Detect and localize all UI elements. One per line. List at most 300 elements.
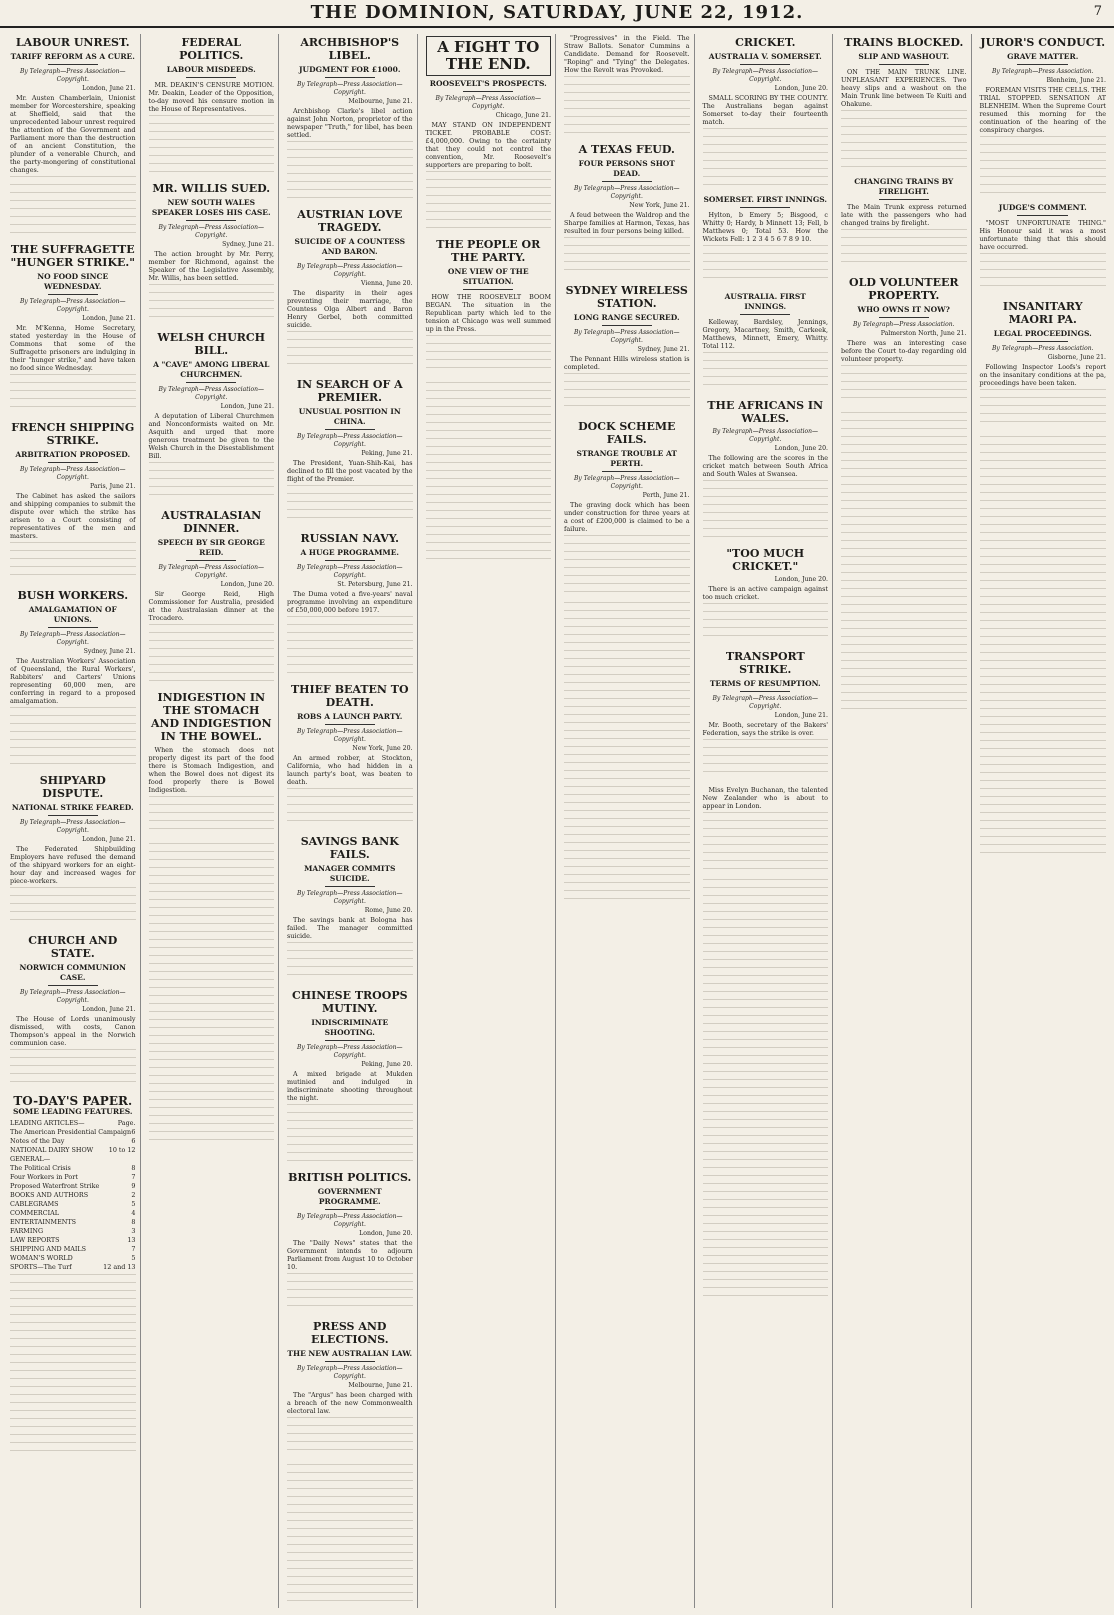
article-body: Miss Evelyn Buchanan, the talented New Zealander who is about to appear in London.: [702, 786, 828, 810]
article-body: The disparity in their ages preventing their marriage, the Countess Olga Albert and Baron Henry Gerbel, both committed suicide.: [287, 289, 413, 329]
article-dateline: Blenheim, June 21.: [1046, 77, 1106, 84]
article-subheading: UNUSUAL POSITION IN CHINA.: [298, 407, 401, 426]
article-dateline: London, June 21.: [82, 85, 136, 92]
article-subheading: LABOUR MISDEEDS.: [166, 65, 256, 74]
article: [10, 421, 136, 582]
column-7: [837, 34, 972, 1608]
contents-item: [10, 1128, 136, 1137]
article-credit: By Telegraph—Press Association.: [853, 321, 955, 328]
article-subheading: TERMS OF RESUMPTION.: [709, 679, 821, 688]
article-dateline: London, June 21.: [82, 836, 136, 843]
contents-item-label: ENTERTAINMENTS: [10, 1218, 76, 1226]
contents-item-page: 13: [127, 1236, 136, 1244]
divider-rule: [325, 77, 375, 78]
article-credit: By Telegraph—Press Association—Copyright.: [158, 386, 265, 401]
article-credit: By Telegraph—Press Association.: [992, 68, 1094, 75]
article-dateline: Melbourne, June 21.: [348, 1382, 413, 1389]
contents-item-page: 12 and 13: [103, 1263, 136, 1271]
text-column-filler: [287, 1104, 413, 1164]
article: [841, 177, 967, 269]
article-body: The Main Trunk express returned late with the passengers who had changed trains by firelight.: [841, 203, 967, 227]
article-headline: SYDNEY WIRELESS STATION.: [565, 284, 688, 310]
page-number: 7: [1093, 4, 1102, 19]
article-credit: By Telegraph—Press Association—Copyright.: [19, 989, 126, 1004]
article-dateline: St. Petersburg, June 21.: [337, 581, 413, 588]
article-headline: CHURCH AND STATE.: [28, 934, 118, 960]
article: [426, 238, 552, 375]
text-column-filler: [841, 110, 967, 170]
article-headline: THIEF BEATEN TO DEATH.: [290, 683, 409, 709]
contents-item: [10, 1254, 136, 1263]
article: [287, 683, 413, 828]
article: [703, 650, 829, 779]
divider-rule: [1017, 215, 1068, 216]
article-body: When the stomach does not properly digest its part of the food there is Stomach Indigestion, and when the Bowel does not digest its food properly there is Bowel Indigestion.: [148, 746, 274, 794]
article: [287, 532, 413, 676]
article-dateline: London, June 20.: [220, 581, 274, 588]
contents-item-label: WOMAN'S WORLD: [10, 1254, 73, 1262]
article-body: An armed robber, at Stockton, California, who had hidden in a launch party's boat, was beaten to death.: [287, 754, 413, 786]
article-credit: By Telegraph—Press Association—Copyright.: [296, 1213, 403, 1228]
article-dateline: London, June 21.: [82, 315, 136, 322]
contents-item: [10, 1146, 136, 1155]
article-dateline: London, June 21.: [82, 1006, 136, 1013]
text-column-filler: [287, 1464, 413, 1608]
contents-item-page: 2: [131, 1191, 136, 1199]
divider-rule: [325, 429, 375, 430]
text-column-filler: [10, 176, 136, 236]
article-subheading: AMALGAMATION OF UNIONS.: [28, 605, 117, 624]
contents-item: [10, 1164, 136, 1173]
text-column-filler: [841, 412, 967, 712]
article-subheading: ARBITRATION PROPOSED.: [15, 450, 131, 459]
text-column-filler: [703, 480, 829, 540]
article-headline: FEDERAL POLITICS.: [179, 36, 244, 62]
feature-subheading: SOME LEADING FEATURES.: [12, 1107, 133, 1116]
article: [287, 1320, 413, 1457]
article-subheading: AUSTRALIA V. SOMERSET.: [708, 52, 822, 61]
article-body: FOREMAN VISITS THE CELLS. THE TRIAL STOPPED. SENSATION AT BLENHEIM. When the Supreme Court resumed this morning for the continuation of the hearing of the conspiracy charges.: [979, 86, 1106, 134]
article-body: The action brought by Mr. Perry, member for Richmond, against the Speaker of the Legislative Assembly, Mr. Willis, has been settled.: [148, 250, 274, 282]
contents-item-page: 8: [131, 1164, 136, 1172]
article-headline: AUSTRIAN LOVE TRAGEDY.: [297, 208, 403, 234]
article-body: Mr. Austen Chamberlain, Unionist member for Worcestershire, speaking at Sheffield, said that the unprecedented labour unrest required the attention of the Government and Parliament more than the destruction of an ancient Constitution, the plunder of a venerable Church, and the party-mongering of constitutional changes.: [10, 94, 136, 174]
text-column-filler: [287, 1417, 413, 1457]
feature-title: TO-DAY'S PAPER.: [13, 1094, 133, 1108]
article-credit: By Telegraph—Press Association—Copyright.: [296, 433, 403, 448]
divider-rule: [48, 815, 98, 816]
article: [980, 300, 1107, 429]
divider-rule: [879, 199, 929, 200]
article-credit: By Telegraph—Press Association—Copyright.: [19, 819, 126, 834]
article-credit: By Telegraph—Press Association—Copyright.: [296, 263, 403, 278]
divider-rule: [740, 207, 790, 208]
divider-rule: [602, 325, 652, 326]
text-column-filler: [287, 141, 413, 201]
article: [149, 36, 275, 175]
article: [426, 36, 552, 231]
text-column-filler: [703, 603, 829, 643]
contents-item: [10, 1137, 136, 1146]
article-credit: By Telegraph—Press Association—Copyright.: [296, 890, 403, 905]
article: [287, 835, 413, 982]
article: [10, 36, 136, 236]
article: [10, 243, 136, 414]
article-body: The "Argus" has been charged with a breach of the new Commonwealth electoral law.: [287, 1391, 413, 1415]
article-dateline: Perth, June 21.: [642, 492, 690, 499]
article-dateline: Palmerston North, June 21.: [880, 330, 967, 337]
article-dateline: Paris, June 21.: [89, 483, 136, 490]
article-headline: MR. WILLIS SUED.: [152, 182, 271, 195]
divider-rule: [48, 627, 98, 628]
contents-item-page: 8: [131, 1218, 136, 1226]
article-subheading: SUICIDE OF A COUNTESS AND BARON.: [294, 237, 406, 256]
text-column-filler: [703, 739, 829, 779]
article-subheading: JUDGE'S COMMENT.: [998, 203, 1087, 212]
article-dateline: Vienna, June 20.: [360, 280, 413, 287]
article-headline: SHIPYARD DISPUTE.: [39, 774, 106, 800]
article-body: The Cabinet has asked the sailors and shipping companies to submit the dispute over which the strike has arisen to a Court consisting of representatives of the men and masters.: [10, 492, 136, 540]
column-8: [976, 34, 1111, 1608]
contents-item-page: Page.: [117, 1119, 136, 1127]
text-column-filler: [10, 542, 136, 582]
article-credit: By Telegraph—Press Association—Copyright.: [296, 81, 403, 96]
article-body: HOW THE ROOSEVELT BOOM BEGAN. The situation in the Republican party which led to the tension at Chicago was well summed up in the Press.: [425, 293, 551, 333]
article-body: Kelleway, Bardsley, Jennings, Gregory, Macartney, Smith, Carkeek, Matthews, Minnett, Emery, Whitty. Total 112.: [702, 318, 828, 350]
article-subheading: A HUGE PROGRAMME.: [300, 548, 400, 557]
text-column-filler: [149, 624, 275, 684]
text-column-filler: [10, 1049, 136, 1089]
article-credit: By Telegraph—Press Association—Copyright.: [158, 224, 265, 239]
article-credit: By Telegraph—Press Association—Copyright.: [19, 298, 126, 313]
article-subheading: SLIP AND WASHOUT.: [858, 52, 950, 61]
column-6: [699, 34, 834, 1608]
article-headline: DOCK SCHEME FAILS.: [578, 420, 676, 446]
article: [703, 195, 829, 285]
article: [703, 786, 829, 872]
article-subheading: AUSTRALIA. FIRST INNINGS.: [724, 292, 806, 311]
text-column-filler: [287, 485, 413, 525]
article-subheading: GRAVE MATTER.: [1007, 52, 1079, 61]
contents-item-label: Four Workers in Port: [10, 1173, 78, 1181]
article: [10, 589, 136, 767]
contents-item-page: 4: [131, 1209, 136, 1217]
article-subheading: SPEECH BY SIR GEORGE REID.: [157, 538, 265, 557]
article-credit: By Telegraph—Press Association—Copyright.: [573, 329, 680, 344]
article-subheading: WHO OWNS IT NOW?: [857, 305, 950, 314]
article-headline: JUROR'S CONDUCT.: [980, 36, 1106, 49]
contents-item-page: 7: [131, 1245, 136, 1253]
text-column-filler: [10, 374, 136, 414]
divider-rule: [1017, 341, 1068, 342]
article-body: ON THE MAIN TRUNK LINE. UNPLEASANT EXPERIENCES. Two heavy slips and a washout on the Main Trunk line between Te Kuiti and Ohakune.: [841, 68, 967, 108]
text-column-filler: [841, 365, 967, 405]
article-credit: By Telegraph—Press Association—Copyright.: [712, 428, 819, 443]
article-headline: ARCHBISHOP'S LIBEL.: [300, 36, 400, 62]
article-body: The President, Yuan-Shih-Kai, has declined to fill the post vacated by the flight of the Premier.: [287, 459, 413, 483]
article-headline: RUSSIAN NAVY.: [300, 532, 400, 545]
article: [564, 284, 690, 413]
text-column-filler: [980, 436, 1107, 856]
article-dateline: London, June 20.: [774, 85, 828, 92]
divider-rule: [48, 985, 98, 986]
text-column-filler: [149, 796, 275, 836]
article-subheading: NORWICH COMMUNION CASE.: [19, 963, 126, 982]
article-headline: A FIGHT TO THE END.: [426, 36, 552, 76]
article: [703, 547, 829, 643]
article-body: A mixed brigade at Mukden mutinied and indulged in indiscriminate shooting throughout the night.: [287, 1070, 413, 1102]
divider-rule: [186, 560, 236, 561]
article-subheading: A "CAVE" AMONG LIBERAL CHURCHMEN.: [153, 360, 270, 379]
column-3: [283, 34, 418, 1608]
article-body: The House of Lords unanimously dismissed, with costs, Canon Thompson's appeal in the Norwich communion case.: [10, 1015, 136, 1047]
contents-item-label: The Political Crisis: [10, 1164, 71, 1172]
divider-rule: [186, 220, 236, 221]
text-column-filler: [564, 237, 690, 277]
text-column-filler: [841, 229, 967, 269]
article-subheading: NATIONAL STRIKE FEARED.: [11, 803, 134, 812]
divider-rule: [879, 317, 929, 318]
contents-item-page: 9: [131, 1182, 136, 1190]
article-subheading: NO FOOD SINCE WEDNESDAY.: [37, 272, 109, 291]
contents-item-label: LAW REPORTS: [10, 1236, 60, 1244]
article-dateline: Sydney, June 21.: [222, 241, 274, 248]
text-column-filler: [149, 284, 275, 324]
divider-rule: [325, 1040, 375, 1041]
divider-rule: [48, 462, 98, 463]
text-column-filler: [287, 942, 413, 982]
article: [149, 182, 275, 324]
article: [10, 934, 136, 1089]
contents-item-label: GENERAL—: [10, 1155, 51, 1163]
divider-rule: [325, 1361, 375, 1362]
article-credit: By Telegraph—Press Association—Copyright.: [19, 631, 126, 646]
article: [564, 420, 690, 595]
article-credit: By Telegraph—Press Association—Copyright.: [158, 564, 265, 579]
article-credit: By Telegraph—Press Association—Copyright.: [296, 1365, 403, 1380]
newspaper-title: THE DOMINION, SATURDAY, JUNE 22, 1912.: [310, 2, 804, 23]
article: [287, 1171, 413, 1313]
article-dateline: London, June 21.: [220, 403, 274, 410]
article-body: The graving dock which has been under construction for three years at a cost of £200,000 is claimed to be a failure.: [564, 501, 690, 533]
article-headline: LABOUR UNREST.: [15, 36, 130, 49]
article-body: SMALL SCORING BY THE COUNTY. The Australians began against Somerset to-day their fourteenth match.: [702, 94, 828, 126]
divider-rule: [879, 64, 929, 65]
divider-rule: [186, 77, 236, 78]
contents-item-label: LEADING ARTICLES—: [10, 1119, 85, 1127]
text-column-filler: [149, 843, 275, 1143]
article-headline: CHINESE TROOPS MUTINY.: [291, 989, 408, 1015]
article: [287, 36, 413, 201]
divider-rule: [463, 289, 513, 290]
contents-item-label: COMMERCIAL: [10, 1209, 59, 1217]
article-body: Mr. M'Kenna, Home Secretary, stated yesterday in the House of Commons that some of the Suffragette prisoners are indulging in their "hunger strike," and have taken no food since Wednesday.: [10, 324, 136, 372]
text-column-filler: [426, 171, 552, 231]
article-headline: FRENCH SHIPPING STRIKE.: [11, 421, 135, 447]
masthead: [0, 0, 1114, 28]
article-dateline: Chicago, June 21.: [495, 112, 551, 119]
article-body: MAY STAND ON INDEPENDENT TICKET. PROBABLE COST: £4,000,000. Owing to the certainty that they could not control the convention, Mr. Roosevelt's supporters are preparing to bolt.: [425, 121, 551, 169]
article-credit: By Telegraph—Press Association—Copyright.: [435, 95, 542, 110]
article-subheading: JUDGMENT FOR £1000.: [299, 65, 401, 74]
article-body: The Pennant Hills wireless station is completed.: [564, 355, 690, 371]
divider-rule: [48, 294, 98, 295]
article-credit: By Telegraph—Press Association.: [992, 345, 1094, 352]
article-headline: BUSH WORKERS.: [17, 589, 129, 602]
article-headline: INDIGESTION IN THE STOMACH AND INDIGESTION IN THE BOWEL.: [150, 691, 272, 743]
article-dateline: Rome, June 20.: [364, 907, 413, 914]
text-column-filler: [426, 335, 552, 375]
article-dateline: London, June 20.: [359, 1230, 413, 1237]
contents-item: [10, 1200, 136, 1209]
article-body: Sir George Reid, High Commissioner for Australia, presided at the Australasian dinner at the Trocadero.: [148, 590, 274, 622]
article-credit: By Telegraph—Press Association—Copyright.: [573, 475, 680, 490]
article-subheading: TARIFF REFORM AS A CURE.: [10, 52, 135, 61]
article-body: Mr. Booth, secretary of the Bakers' Federation, says the strike is over.: [702, 721, 828, 737]
article-subheading: INDISCRIMINATE SHOOTING.: [311, 1018, 389, 1037]
article-subheading: NEW SOUTH WALES SPEAKER LOSES HIS CASE.: [151, 198, 271, 217]
article-body: The Duma voted a five-years' naval programme involving an expenditure of £50,000,000 before 1917.: [287, 590, 413, 614]
contents-item: [10, 1218, 136, 1227]
article-subheading: ROOSEVELT'S PROSPECTS.: [429, 79, 547, 88]
divider-rule: [48, 64, 98, 65]
divider-rule: [602, 471, 652, 472]
text-column-filler: [10, 707, 136, 767]
article-dateline: Sydney, June 21.: [83, 648, 136, 655]
contents-item-page: 10 to 12: [108, 1146, 136, 1154]
contents-item-label: BOOKS AND AUTHORS: [10, 1191, 89, 1199]
contents-item: [10, 1245, 136, 1254]
column-4: [422, 34, 557, 1608]
divider-rule: [740, 64, 790, 65]
article-body: The "Daily News" states that the Government intends to adjourn Parliament from August 10 to October 10.: [287, 1239, 413, 1271]
article-dateline: Sydney, June 21.: [637, 346, 690, 353]
article-body: There was an interesting case before the Court to-day regarding old volunteer property.: [841, 339, 967, 363]
divider-rule: [325, 259, 375, 260]
article-credit: By Telegraph—Press Association—Copyright.: [712, 68, 819, 83]
article-dateline: London, June 21.: [774, 712, 828, 719]
article: [287, 378, 413, 525]
article-dateline: Peking, June 21.: [361, 450, 413, 457]
contents-item-label: CABLEGRAMS: [10, 1200, 59, 1208]
contents-item: [10, 1155, 136, 1164]
contents-item: [10, 1191, 136, 1200]
page-columns: [6, 34, 1110, 1608]
text-column-filler: [703, 352, 829, 392]
text-column-filler: [287, 788, 413, 828]
article-subheading: ROBS A LAUNCH PARTY.: [297, 712, 403, 721]
article-body: The Federated Shipbuilding Employers have refused the demand of the shipyard workers for an eight-hour day and increased wages for piece-workers.: [10, 845, 136, 885]
article: [841, 276, 967, 405]
article-body: "Progressives" in the Field. The Straw Ballots. Senator Cummins a Candidate. Demand for Roosevelt. "Roping" and "Tying" the Delegates. How the Revolt was Provoked.: [564, 34, 690, 74]
divider-rule: [325, 560, 375, 561]
article-subheading: LONG RANGE SECURED.: [573, 313, 680, 322]
article-body: A feud between the Waldrop and the Sharpe families at Harmon, Texas, has resulted in four persons being killed.: [564, 211, 690, 235]
contents-item-label: SPORTS—The Turf: [10, 1263, 72, 1271]
contents-item-page: 7: [131, 1173, 136, 1181]
article-headline: THE PEOPLE OR THE PARTY.: [436, 238, 541, 264]
contents-item-label: SHIPPING AND MAILS: [10, 1245, 86, 1253]
article: [703, 36, 829, 188]
article-subheading: SOMERSET. FIRST INNINGS.: [703, 195, 828, 204]
contents-item-page: 5: [131, 1200, 136, 1208]
text-column-filler: [703, 245, 829, 285]
article-body: The following are the scores in the cricket match between South Africa and South Wales at Swansea.: [702, 454, 828, 478]
article-subheading: FOUR PERSONS SHOT DEAD.: [578, 159, 675, 178]
contents-item-page: 6: [131, 1137, 136, 1145]
article: [703, 399, 829, 540]
article: [980, 36, 1107, 196]
contents-item: [10, 1263, 136, 1272]
article-subheading: CHANGING TRAINS BY FIRELIGHT.: [854, 177, 954, 196]
article-body: There is an active campaign against too much cricket.: [702, 585, 828, 601]
text-column-filler: [149, 462, 275, 502]
article-dateline: Gisborne, June 21.: [1047, 354, 1106, 361]
article-body: A deputation of Liberal Churchmen and Nonconformists waited on Mr. Asquith and urged that more generous treatment be given to the Welsh Church in the Disestablishment Bill.: [148, 412, 274, 460]
article-dateline: New York, June 20.: [352, 745, 413, 752]
divider-rule: [602, 181, 652, 182]
contents-item: [10, 1119, 136, 1128]
article-headline: PRESS AND ELECTIONS.: [310, 1320, 389, 1346]
article-credit: By Telegraph—Press Association—Copyright.: [296, 728, 403, 743]
article-subheading: THE NEW AUSTRALIAN LAW.: [287, 1349, 413, 1358]
article-body: The savings bank at Bologna has failed. The manager committed suicide.: [287, 916, 413, 940]
divider-rule: [325, 724, 375, 725]
article-subheading: LEGAL PROCEEDINGS.: [993, 329, 1092, 338]
article-headline: INSANITARY MAORI PA.: [1002, 300, 1083, 326]
article: [703, 292, 829, 392]
article-body: The Australian Workers' Association of Queensland, the Rural Workers', Rabbiters' and Carters' Unions representing 60,000 men, are conferring in regard to a proposed amalgamation.: [10, 657, 136, 705]
article-headline: CRICKET.: [735, 36, 796, 49]
contents-item: [10, 1227, 136, 1236]
article: [287, 989, 413, 1164]
article-body: MR. DEAKIN'S CENSURE MOTION. Mr. Deakin, Leader of the Opposition, to-day moved his censure motion in the House of Representatives.: [148, 81, 274, 113]
divider-rule: [186, 382, 236, 383]
article-body: "MOST UNFORTUNATE THING." His Honour said it was a most unfortunate thing that this should have occurred.: [979, 219, 1106, 251]
article-subheading: ONE VIEW OF THE SITUATION.: [447, 267, 529, 286]
article: [980, 203, 1107, 293]
article-dateline: New York, June 21.: [629, 202, 690, 209]
article-dateline: London, June 20.: [774, 576, 828, 583]
contents-item: [10, 1236, 136, 1245]
article-headline: THE AFRICANS IN WALES.: [707, 399, 824, 425]
contents-item: [10, 1173, 136, 1182]
text-column-filler: [980, 253, 1107, 293]
article-headline: THE SUFFRAGETTE "HUNGER STRIKE.": [10, 243, 135, 269]
article-credit: By Telegraph—Press Association—Copyright.: [712, 695, 819, 710]
contents-item-page: 6: [131, 1128, 136, 1136]
contents-item: [10, 1209, 136, 1218]
contents-item-label: NATIONAL DAIRY SHOW: [10, 1146, 94, 1154]
article-dateline: Melbourne, June 21.: [348, 98, 413, 105]
text-column-filler: [980, 389, 1107, 429]
text-column-filler: [287, 616, 413, 676]
article-headline: TRANSPORT STRIKE.: [725, 650, 805, 676]
text-column-filler: [426, 382, 552, 562]
text-column-filler: [287, 331, 413, 371]
column-5: [560, 34, 695, 1608]
text-column-filler: [564, 76, 690, 136]
text-column-filler: [149, 115, 275, 175]
article-credit: By Telegraph—Press Association—Copyright.: [296, 1044, 403, 1059]
article-body: Archbishop Clarke's libel action against John Norton, proprietor of the newspaper "Truth," for libel, has been settled.: [287, 107, 413, 139]
text-column-filler: [703, 879, 829, 1299]
contents-list: [10, 1119, 136, 1272]
text-column-filler: [564, 535, 690, 595]
divider-rule: [740, 691, 790, 692]
text-column-filler: [10, 1274, 136, 1454]
column-1: [6, 34, 141, 1608]
